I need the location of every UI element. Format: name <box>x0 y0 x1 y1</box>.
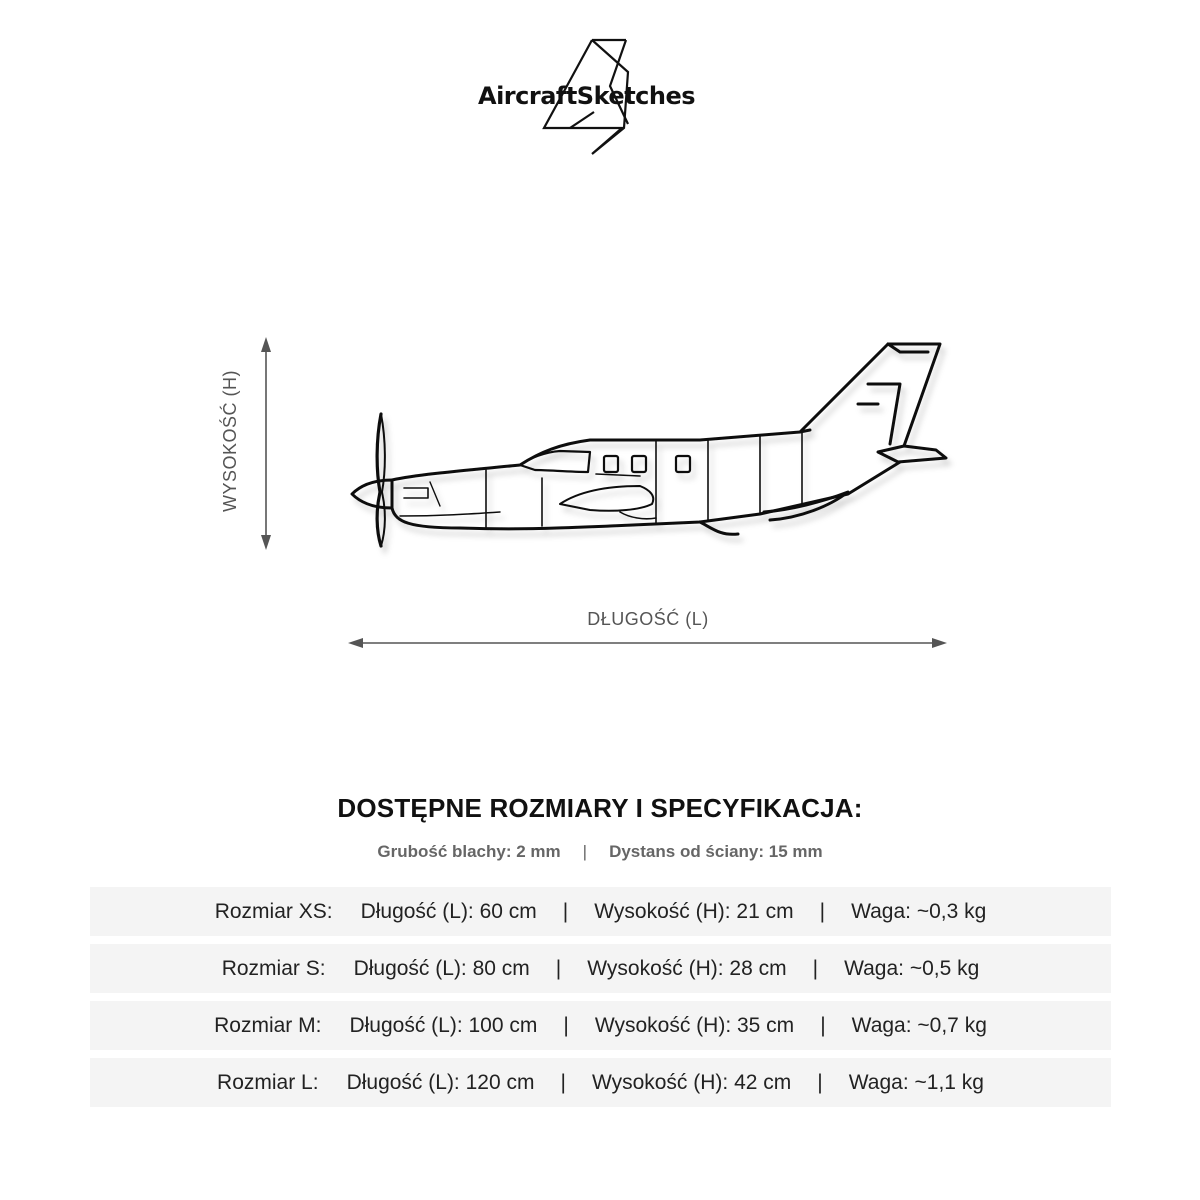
size-length: Długość (L): 100 cm <box>349 1013 538 1037</box>
size-row-l <box>90 1058 1111 1107</box>
separator: | <box>817 1070 823 1094</box>
size-table <box>90 887 1111 1115</box>
brand-name: AircraftSketches <box>478 82 696 110</box>
wall-distance: Dystans od ściany: 15 mm <box>609 842 823 861</box>
separator: | <box>820 1013 826 1037</box>
size-length: Długość (L): 80 cm <box>353 956 530 980</box>
size-name: Rozmiar S: <box>221 956 326 980</box>
separator: | <box>560 1070 566 1094</box>
size-height: Wysokość (H): 21 cm <box>594 899 794 923</box>
separator: | <box>555 956 562 980</box>
size-weight: Waga: ~1,1 kg <box>848 1070 984 1094</box>
size-name: Rozmiar XS: <box>214 899 333 923</box>
size-weight: Waga: ~0,5 kg <box>844 956 980 980</box>
specs-title: DOSTĘPNE ROZMIARY I SPECYFIKACJA: <box>337 793 863 823</box>
aircraft-silhouette <box>352 344 946 546</box>
separator: | <box>562 899 569 923</box>
size-height: Wysokość (H): 42 cm <box>591 1070 792 1094</box>
size-weight: Waga: ~0,7 kg <box>851 1013 987 1037</box>
size-name: Rozmiar M: <box>214 1013 322 1037</box>
separator: | <box>582 842 588 861</box>
size-length: Długość (L): 120 cm <box>346 1070 535 1094</box>
specs-subtitle <box>0 842 1200 862</box>
separator: | <box>819 899 826 923</box>
length-label: DŁUGOŚĆ (L) <box>587 609 709 629</box>
separator: | <box>812 956 819 980</box>
size-name: Rozmiar L: <box>217 1070 319 1094</box>
size-length: Długość (L): 60 cm <box>360 899 537 923</box>
height-arrow <box>261 337 271 550</box>
separator: | <box>563 1013 569 1037</box>
size-row-m <box>90 1001 1111 1050</box>
size-height: Wysokość (H): 28 cm <box>587 956 787 980</box>
size-row-xs <box>90 887 1111 936</box>
size-weight: Waga: ~0,3 kg <box>851 899 987 923</box>
size-row-s <box>90 944 1111 993</box>
height-label: WYSOKOŚĆ (H) <box>220 370 240 513</box>
size-height: Wysokość (H): 35 cm <box>594 1013 795 1037</box>
sheet-thickness: Grubość blachy: 2 mm <box>377 842 561 861</box>
length-arrow <box>348 638 947 648</box>
